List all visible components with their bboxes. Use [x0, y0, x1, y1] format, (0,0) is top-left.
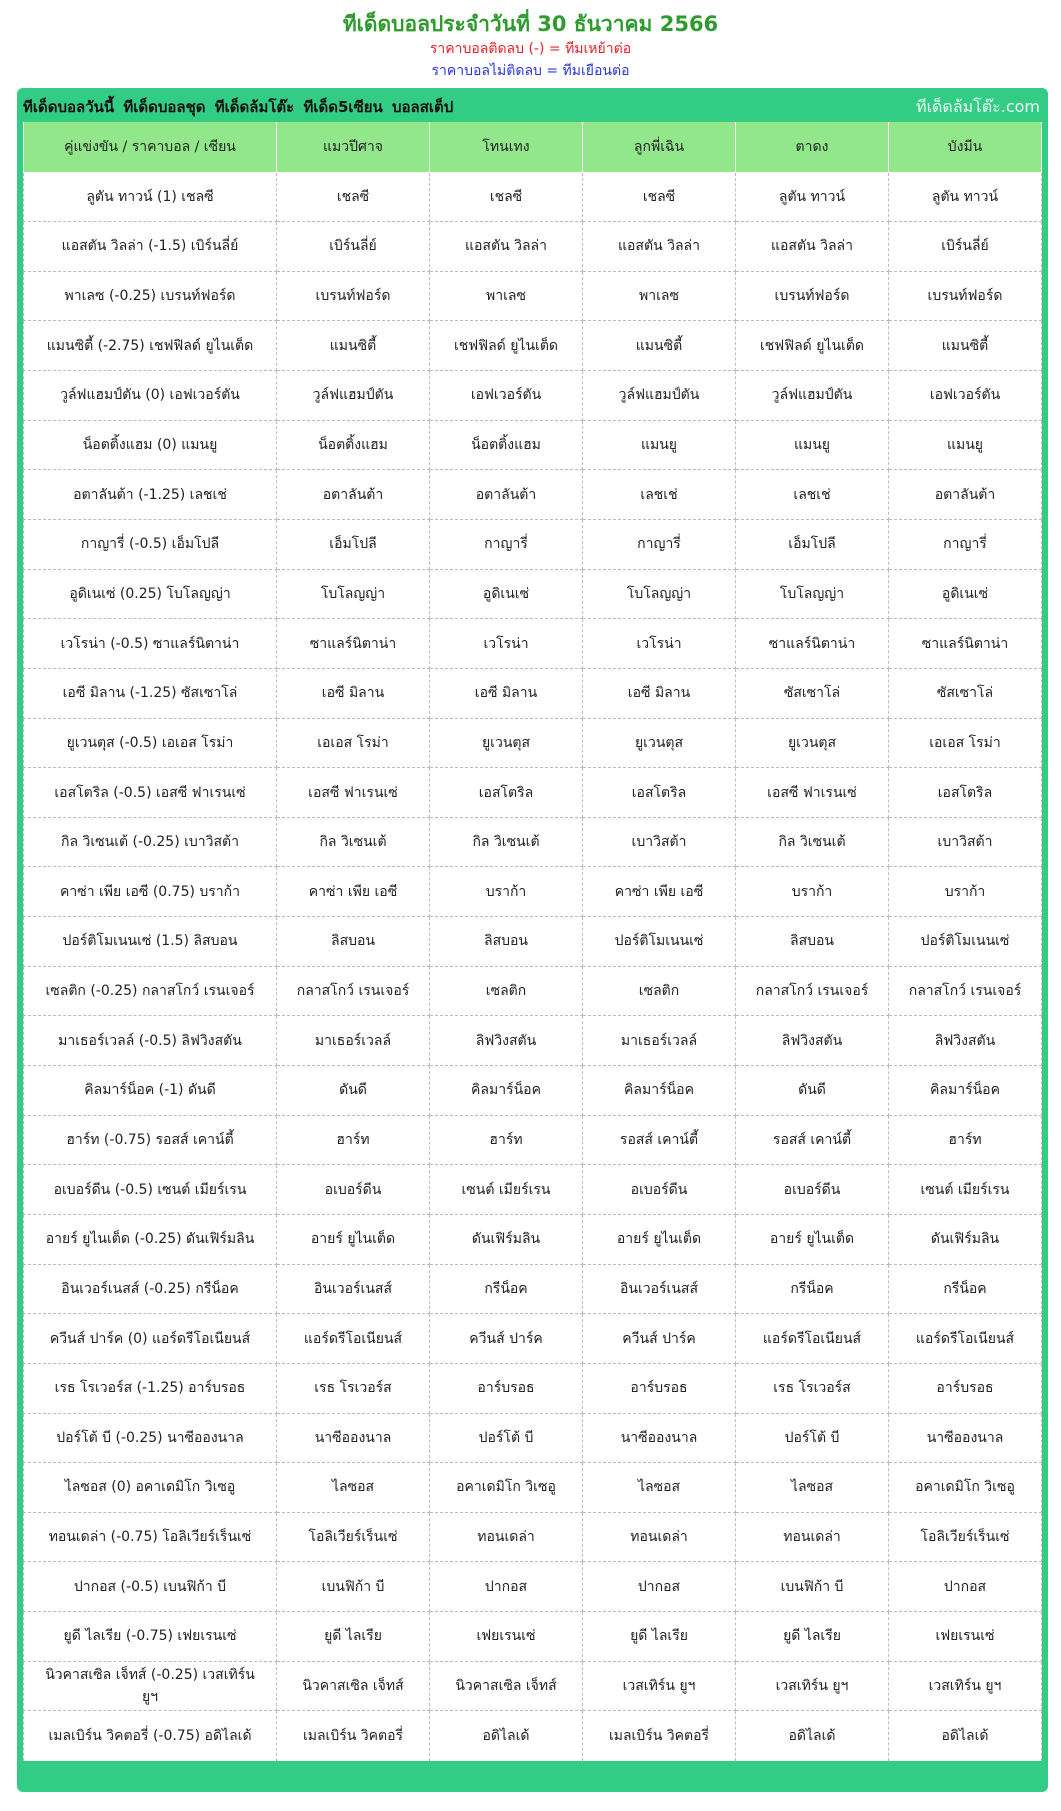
match-cell: ควีนส์ ปาร์ค (0) แอร์ดรีโอเนียนส์	[24, 1314, 277, 1364]
tip-cell: นาซีอองนาล	[277, 1413, 430, 1463]
match-cell: ยูเวนตุส (-0.5) เอเอส โรม่า	[24, 718, 277, 768]
tip-cell: เบนฟิก้า บี	[736, 1562, 889, 1612]
tip-cell: ลิสบอน	[277, 917, 430, 967]
tip-cell: อายร์ ยูไนเต็ด	[277, 1214, 430, 1264]
tip-cell: ยูเวนตุส	[736, 718, 889, 768]
tip-cell: นิวคาสเซิล เจ็ทส์	[277, 1661, 430, 1711]
table-row	[24, 1314, 1042, 1364]
tip-cell: ลิสบอน	[736, 917, 889, 967]
tip-cell: อคาเดมิโก วิเซอู	[889, 1463, 1042, 1513]
negative-price-note: ราคาบอลติดลบ (-) = ทีมเหย้าต่อ	[429, 41, 632, 57]
tip-cell: กลาสโกว์ เรนเจอร์	[889, 966, 1042, 1016]
tip-cell: เชลซี	[430, 172, 583, 222]
tip-cell: อดิไลเด้	[736, 1711, 889, 1761]
table-row	[24, 768, 1042, 818]
tip-cell: แอร์ดรีโอเนียนส์	[736, 1314, 889, 1364]
tip-cell: อูดิเนเซ่	[889, 569, 1042, 619]
tip-cell: กลาสโกว์ เรนเจอร์	[277, 966, 430, 1016]
tip-cell: ไลซอส	[736, 1463, 889, 1513]
match-cell: ปากอส (-0.5) เบนฟิก้า บี	[24, 1562, 277, 1612]
tip-cell: มาเธอร์เวลล์	[277, 1016, 430, 1066]
column-header-tipster-3: ลูกพี่เฉิน	[583, 122, 736, 172]
nav-link-lomto[interactable]: ทีเด็ดล้มโต๊ะ	[214, 98, 295, 116]
tip-cell: ฮาร์ท	[889, 1115, 1042, 1165]
match-cell: อายร์ ยูไนเต็ด (-0.25) ดันเฟิร์มลิน	[24, 1214, 277, 1264]
tip-cell: ลูตัน ทาวน์	[889, 172, 1042, 222]
tip-cell: ไลซอส	[277, 1463, 430, 1513]
match-cell: คิลมาร์น็อค (-1) ดันดี	[24, 1066, 277, 1116]
match-cell: วูล์ฟแฮมป์ตัน (0) เอฟเวอร์ตัน	[24, 371, 277, 421]
table-row	[24, 1165, 1042, 1215]
column-header-tipster-5: บังมีน	[889, 122, 1042, 172]
tip-cell: เวสเทิร์น ยูฯ	[736, 1661, 889, 1711]
tip-cell: เอสโตริล	[583, 768, 736, 818]
tip-cell: ดันเฟิร์มลิน	[430, 1214, 583, 1264]
tip-cell: น็อตติ้งแฮม	[430, 420, 583, 470]
tip-cell: ลิฟวิงสตัน	[736, 1016, 889, 1066]
tip-cell: ฮาร์ท	[277, 1115, 430, 1165]
tip-cell: เวสเทิร์น ยูฯ	[583, 1661, 736, 1711]
tip-cell: วูล์ฟแฮมป์ตัน	[277, 371, 430, 421]
column-header-tipster-4: ตาดง	[736, 122, 889, 172]
match-cell: ไลซอส (0) อคาเดมิโก วิเซอู	[24, 1463, 277, 1513]
tip-cell: เซนต์ เมียร์เรน	[430, 1165, 583, 1215]
tips-panel	[17, 88, 1048, 1792]
table-body	[24, 172, 1042, 1761]
tip-cell: ซาแลร์นิตาน่า	[736, 619, 889, 669]
tip-cell: แมนซิตี้	[583, 321, 736, 371]
tip-cell: อูดิเนเซ่	[430, 569, 583, 619]
match-cell: แอสตัน วิลล่า (-1.5) เบิร์นลี่ย์	[24, 222, 277, 272]
tip-cell: โอลิเวียร์เร็นเซ่	[889, 1512, 1042, 1562]
match-cell: ปอร์ติโมเนนเซ่ (1.5) ลิสบอน	[24, 917, 277, 967]
tip-cell: เบรนท์ฟอร์ด	[736, 271, 889, 321]
tip-cell: เอสซี ฟาเรนเซ่	[736, 768, 889, 818]
match-cell: แมนซิตี้ (-2.75) เชฟฟิลด์ ยูไนเต็ด	[24, 321, 277, 371]
tip-cell: แอร์ดรีโอเนียนส์	[277, 1314, 430, 1364]
tip-cell: เบนฟิก้า บี	[277, 1562, 430, 1612]
tip-cell: อเบอร์ดีน	[736, 1165, 889, 1215]
tip-cell: อเบอร์ดีน	[583, 1165, 736, 1215]
tip-cell: คาซ่า เพีย เอซี	[277, 867, 430, 917]
tip-cell: เอซี มิลาน	[583, 668, 736, 718]
brand-logo[interactable]: ทีเด็ดล้มโต๊ะ.com	[916, 96, 1040, 116]
tip-cell: โบโลญญ่า	[736, 569, 889, 619]
tip-cell: แอร์ดรีโอเนียนส์	[889, 1314, 1042, 1364]
tip-cell: ลิสบอน	[430, 917, 583, 967]
table-row	[24, 222, 1042, 272]
tip-cell: น็อตติ้งแฮม	[277, 420, 430, 470]
tip-cell: เอซี มิลาน	[430, 668, 583, 718]
tip-cell: เรธ โรเวอร์ส	[736, 1363, 889, 1413]
tip-cell: อาร์บรอธ	[583, 1363, 736, 1413]
nav-link-step[interactable]: บอลสเต็ป	[391, 98, 454, 116]
tip-cell: เชฟฟิลด์ ยูไนเต็ด	[736, 321, 889, 371]
tip-cell: ดันเฟิร์มลิน	[889, 1214, 1042, 1264]
nav-link-today[interactable]: ทีเด็ดบอลวันนี้	[23, 98, 115, 116]
match-cell: ลูตัน ทาวน์ (1) เชลซี	[24, 172, 277, 222]
tip-cell: เซลติก	[430, 966, 583, 1016]
tip-cell: เอเอส โรม่า	[277, 718, 430, 768]
tip-cell: เอซี มิลาน	[277, 668, 430, 718]
tip-cell: ดันดี	[736, 1066, 889, 1116]
match-cell: นิวคาสเซิล เจ็ทส์ (-0.25) เวสเทิร์น ยูฯ	[24, 1661, 277, 1711]
tip-cell: นาซีอองนาล	[583, 1413, 736, 1463]
tip-cell: ซาแลร์นิตาน่า	[277, 619, 430, 669]
tip-cell: ปอร์โต้ บี	[736, 1413, 889, 1463]
table-row	[24, 569, 1042, 619]
tip-cell: เอสโตริล	[430, 768, 583, 818]
tip-cell: เมลเบิร์น วิคตอรี่	[277, 1711, 430, 1761]
tip-cell: ควีนส์ ปาร์ค	[583, 1314, 736, 1364]
tip-cell: เอเอส โรม่า	[889, 718, 1042, 768]
tip-cell: อดิไลเด้	[430, 1711, 583, 1761]
table-row	[24, 817, 1042, 867]
tip-cell: บราก้า	[430, 867, 583, 917]
table-row	[24, 1264, 1042, 1314]
tip-cell: เมลเบิร์น วิคตอรี่	[583, 1711, 736, 1761]
tip-cell: กิล วิเซนเต้	[430, 817, 583, 867]
tip-cell: ปอร์โต้ บี	[430, 1413, 583, 1463]
table-row	[24, 1413, 1042, 1463]
table-row	[24, 966, 1042, 1016]
tip-cell: เบิร์นลี่ย์	[277, 222, 430, 272]
table-row	[24, 1512, 1042, 1562]
tip-cell: ทอนเดล่า	[430, 1512, 583, 1562]
tips-table	[23, 122, 1042, 1761]
match-cell: มาเธอร์เวลล์ (-0.5) ลิฟวิงสตัน	[24, 1016, 277, 1066]
match-cell: น็อตติ้งแฮม (0) แมนยู	[24, 420, 277, 470]
nav-link-5sian[interactable]: ทีเด็ด5เซียน	[303, 98, 383, 116]
table-row	[24, 1661, 1042, 1711]
match-cell: อตาลันต้า (-1.25) เลชเช่	[24, 470, 277, 520]
tip-cell: เวโรน่า	[430, 619, 583, 669]
table-row	[24, 519, 1042, 569]
tip-cell: กิล วิเซนเต้	[736, 817, 889, 867]
tip-cell: อาร์บรอธ	[889, 1363, 1042, 1413]
tip-cell: อตาลันต้า	[889, 470, 1042, 520]
tip-cell: ยูดี ไลเรีย	[277, 1612, 430, 1662]
tip-cell: เฟยเรนเซ่	[430, 1612, 583, 1662]
tip-cell: อตาลันต้า	[277, 470, 430, 520]
tip-cell: กลาสโกว์ เรนเจอร์	[736, 966, 889, 1016]
tip-cell: ยูดี ไลเรีย	[736, 1612, 889, 1662]
positive-price-note: ราคาบอลไม่ติดลบ = ทีมเยือนต่อ	[431, 63, 630, 79]
table-row	[24, 668, 1042, 718]
tip-cell: อินเวอร์เนสส์	[277, 1264, 430, 1314]
tip-cell: พาเลซ	[430, 271, 583, 321]
nav-links	[23, 95, 457, 119]
tip-cell: ทอนเดล่า	[736, 1512, 889, 1562]
match-cell: เวโรน่า (-0.5) ซาแลร์นิตาน่า	[24, 619, 277, 669]
tip-cell: วูล์ฟแฮมป์ตัน	[583, 371, 736, 421]
tip-cell: กรีน็อค	[889, 1264, 1042, 1314]
tip-cell: อายร์ ยูไนเต็ด	[583, 1214, 736, 1264]
tip-cell: เอสซี ฟาเรนเซ่	[277, 768, 430, 818]
tip-cell: คิลมาร์น็อค	[889, 1066, 1042, 1116]
tip-cell: นิวคาสเซิล เจ็ทส์	[430, 1661, 583, 1711]
tip-cell: อตาลันต้า	[430, 470, 583, 520]
match-cell: เอซี มิลาน (-1.25) ซัสเซาโล่	[24, 668, 277, 718]
column-header-tipster-2: โทนเทง	[430, 122, 583, 172]
page-header	[0, 0, 1061, 82]
table-row	[24, 1463, 1042, 1513]
tip-cell: ซาแลร์นิตาน่า	[889, 619, 1042, 669]
match-cell: ทอนเดล่า (-0.75) โอลิเวียร์เร็นเซ่	[24, 1512, 277, 1562]
tip-cell: เอฟเวอร์ตัน	[430, 371, 583, 421]
tip-cell: เชลซี	[583, 172, 736, 222]
table-row	[24, 917, 1042, 967]
match-cell: ฮาร์ท (-0.75) รอสส์ เคาน์ตี้	[24, 1115, 277, 1165]
match-cell: อินเวอร์เนสส์ (-0.25) กรีน็อค	[24, 1264, 277, 1314]
tip-cell: เชลซี	[277, 172, 430, 222]
table-row	[24, 1612, 1042, 1662]
tip-cell: เลชเช่	[736, 470, 889, 520]
table-row	[24, 1115, 1042, 1165]
match-cell: พาเลซ (-0.25) เบรนท์ฟอร์ด	[24, 271, 277, 321]
tip-cell: ปากอส	[430, 1562, 583, 1612]
table-row	[24, 718, 1042, 768]
tip-cell: เชฟฟิลด์ ยูไนเต็ด	[430, 321, 583, 371]
table-row	[24, 619, 1042, 669]
tip-cell: เบิร์นลี่ย์	[889, 222, 1042, 272]
table-row	[24, 470, 1042, 520]
match-cell: เมลเบิร์น วิคตอรี่ (-0.75) อดิไลเด้	[24, 1711, 277, 1761]
tip-cell: ปากอส	[583, 1562, 736, 1612]
tip-cell: ปอร์ติโมเนนเซ่	[583, 917, 736, 967]
tip-cell: เบรนท์ฟอร์ด	[277, 271, 430, 321]
tip-cell: กาญารี่	[583, 519, 736, 569]
tip-cell: แมนซิตี้	[889, 321, 1042, 371]
tip-cell: ยูเวนตุส	[430, 718, 583, 768]
page-title: ทีเด็ดบอลประจำวันที่ 30 ธันวาคม 2566	[342, 12, 719, 36]
tip-cell: มาเธอร์เวลล์	[583, 1016, 736, 1066]
tip-cell: อคาเดมิโก วิเซอู	[430, 1463, 583, 1513]
tip-cell: กาญารี่	[889, 519, 1042, 569]
tip-cell: เอสโตริล	[889, 768, 1042, 818]
tip-cell: แอสตัน วิลล่า	[736, 222, 889, 272]
tip-cell: ซัสเซาโล่	[889, 668, 1042, 718]
tip-cell: เวสเทิร์น ยูฯ	[889, 1661, 1042, 1711]
table-row	[24, 371, 1042, 421]
tip-cell: แอสตัน วิลล่า	[583, 222, 736, 272]
tip-cell: แมนยู	[736, 420, 889, 470]
tip-cell: รอสส์ เคาน์ตี้	[736, 1115, 889, 1165]
tip-cell: แมนซิตี้	[277, 321, 430, 371]
table-row	[24, 271, 1042, 321]
match-cell: ปอร์โต้ บี (-0.25) นาซีอองนาล	[24, 1413, 277, 1463]
match-cell: อเบอร์ดีน (-0.5) เซนต์ เมียร์เรน	[24, 1165, 277, 1215]
tip-cell: เซนต์ เมียร์เรน	[889, 1165, 1042, 1215]
column-header-match: คู่แข่งขัน / ราคาบอล / เซียน	[24, 122, 277, 172]
tip-cell: เอ็มโปลี	[277, 519, 430, 569]
match-cell: อูดิเนเซ่ (0.25) โบโลญญ่า	[24, 569, 277, 619]
tip-cell: เรธ โรเวอร์ส	[277, 1363, 430, 1413]
match-cell: เรธ โรเวอร์ส (-1.25) อาร์บรอธ	[24, 1363, 277, 1413]
table-row	[24, 172, 1042, 222]
tip-cell: เลชเช่	[583, 470, 736, 520]
tip-cell: อาร์บรอธ	[430, 1363, 583, 1413]
tip-cell: คิลมาร์น็อค	[583, 1066, 736, 1116]
table-row	[24, 420, 1042, 470]
table-header-row	[24, 122, 1042, 172]
match-cell: กาญารี่ (-0.5) เอ็มโปลี	[24, 519, 277, 569]
tip-cell: แอสตัน วิลล่า	[430, 222, 583, 272]
table-row	[24, 1214, 1042, 1264]
nav-link-set[interactable]: ทีเด็ดบอลชุด	[123, 98, 206, 116]
tip-cell: ปอร์ติโมเนนเซ่	[889, 917, 1042, 967]
tip-cell: ไลซอส	[583, 1463, 736, 1513]
tip-cell: ลิฟวิงสตัน	[430, 1016, 583, 1066]
tip-cell: ยูเวนตุส	[583, 718, 736, 768]
tip-cell: อายร์ ยูไนเต็ด	[736, 1214, 889, 1264]
match-cell: คาซ่า เพีย เอซี (0.75) บราก้า	[24, 867, 277, 917]
tip-cell: เบาวิสต้า	[583, 817, 736, 867]
tip-cell: กรีน็อค	[430, 1264, 583, 1314]
table-row	[24, 867, 1042, 917]
tip-cell: ปากอส	[889, 1562, 1042, 1612]
tip-cell: อเบอร์ดีน	[277, 1165, 430, 1215]
tip-cell: อินเวอร์เนสส์	[583, 1264, 736, 1314]
tip-cell: ดันดี	[277, 1066, 430, 1116]
match-cell: เซลติก (-0.25) กลาสโกว์ เรนเจอร์	[24, 966, 277, 1016]
tip-cell: ลูตัน ทาวน์	[736, 172, 889, 222]
tip-cell: เบาวิสต้า	[889, 817, 1042, 867]
tip-cell: คิลมาร์น็อค	[430, 1066, 583, 1116]
tip-cell: วูล์ฟแฮมป์ตัน	[736, 371, 889, 421]
nav-bar	[23, 92, 1042, 122]
tip-cell: ลิฟวิงสตัน	[889, 1016, 1042, 1066]
tip-cell: เวโรน่า	[583, 619, 736, 669]
table-row	[24, 1562, 1042, 1612]
table-row	[24, 1066, 1042, 1116]
tip-cell: โบโลญญ่า	[583, 569, 736, 619]
match-cell: ยูดี ไลเรีย (-0.75) เฟยเรนเซ่	[24, 1612, 277, 1662]
tip-cell: เซลติก	[583, 966, 736, 1016]
tip-cell: เบรนท์ฟอร์ด	[889, 271, 1042, 321]
tip-cell: เอ็มโปลี	[736, 519, 889, 569]
tip-cell: กรีน็อค	[736, 1264, 889, 1314]
column-header-tipster-1: แมวปีศาจ	[277, 122, 430, 172]
tip-cell: แมนยู	[583, 420, 736, 470]
table-row	[24, 1363, 1042, 1413]
tip-cell: โอลิเวียร์เร็นเซ่	[277, 1512, 430, 1562]
tip-cell: บราก้า	[736, 867, 889, 917]
tip-cell: ควีนส์ ปาร์ค	[430, 1314, 583, 1364]
tip-cell: ยูดี ไลเรีย	[583, 1612, 736, 1662]
match-cell: กิล วิเซนเต้ (-0.25) เบาวิสต้า	[24, 817, 277, 867]
tip-cell: ซัสเซาโล่	[736, 668, 889, 718]
tip-cell: คาซ่า เพีย เอซี	[583, 867, 736, 917]
tip-cell: กิล วิเซนเต้	[277, 817, 430, 867]
tip-cell: โบโลญญ่า	[277, 569, 430, 619]
tip-cell: นาซีอองนาล	[889, 1413, 1042, 1463]
tip-cell: บราก้า	[889, 867, 1042, 917]
tip-cell: เฟยเรนเซ่	[889, 1612, 1042, 1662]
tip-cell: เอฟเวอร์ตัน	[889, 371, 1042, 421]
tip-cell: พาเลซ	[583, 271, 736, 321]
match-cell: เอสโตริล (-0.5) เอสซี ฟาเรนเซ่	[24, 768, 277, 818]
tip-cell: ฮาร์ท	[430, 1115, 583, 1165]
tip-cell: ทอนเดล่า	[583, 1512, 736, 1562]
table-row	[24, 1016, 1042, 1066]
tip-cell: แมนยู	[889, 420, 1042, 470]
tip-cell: อดิไลเด้	[889, 1711, 1042, 1761]
table-row	[24, 321, 1042, 371]
tip-cell: กาญารี่	[430, 519, 583, 569]
tip-cell: รอสส์ เคาน์ตี้	[583, 1115, 736, 1165]
table-row	[24, 1711, 1042, 1761]
